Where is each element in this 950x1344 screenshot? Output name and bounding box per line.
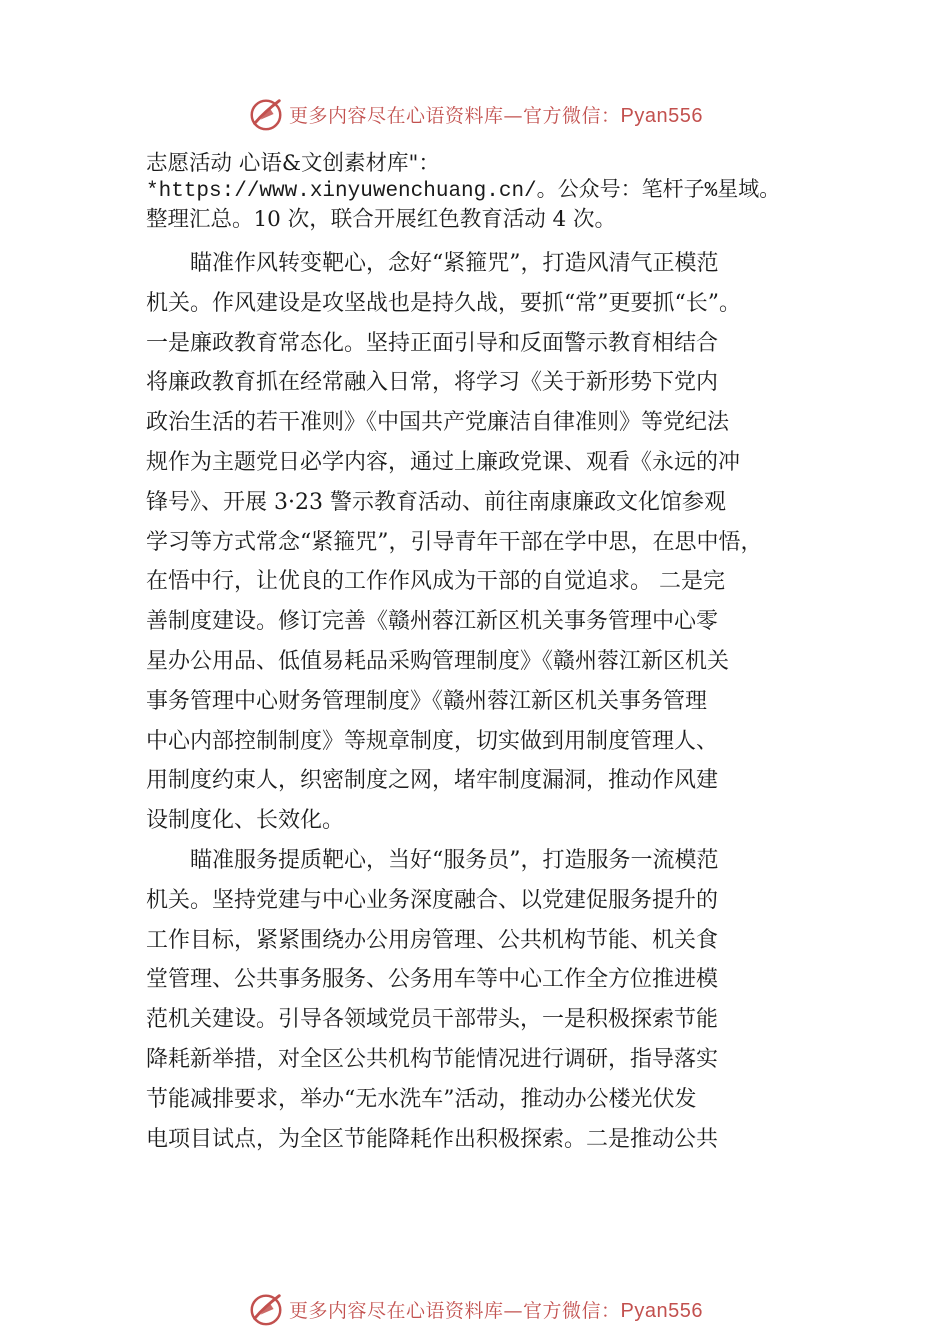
header-line: 整理汇总。10 次，联合开展红色教育活动 4 次。 [146, 207, 617, 232]
text-line: 学习等方式常念“紧箍咒”，引导青年干部在学中思，在思中悟， [146, 529, 763, 555]
text-line: 将廉政教育抓在经常融入日常，将学习《关于新形势下党内 [146, 370, 719, 396]
text-line: 机关。作风建设是攻坚战也是持久战，要抓“常”更要抓“长”。 [146, 290, 741, 316]
text-line: 锋号》、开展 3·23 警示教育活动、前往南康廉政文化馆参观 [146, 489, 726, 515]
document-body [146, 150, 836, 1159]
text-line: 事务管理中心财务管理制度》《赣州蓉江新区机关事务管理 [146, 688, 708, 714]
text-line: 在悟中行，让优良的工作作风成为干部的自觉追求。 二是完 [146, 569, 725, 595]
text-line: 降耗新举措，对全区公共机构节能情况进行调研，指导落实 [146, 1046, 719, 1072]
text-line: 一是廉政教育常态化。坚持正面引导和反面警示教育相结合 [146, 330, 719, 356]
watermark-banner-bottom [0, 1289, 950, 1329]
watermark-text: 更多内容尽在心语资料库—官方微信：Pyan556 [289, 1299, 703, 1322]
header-line: 志愿活动 心语&文创素材库"： [146, 151, 440, 176]
xinyu-seal-icon [247, 1290, 285, 1328]
text-line: 瞄准作风转变靶心，念好“紧箍咒”，打造风清气正模范 [190, 251, 719, 276]
header-line: *https://www.xinyuwenchuang.cn/。公众号：笔杆子%星域。 [146, 180, 781, 203]
text-line: 瞄准服务提质靶心，当好“服务员”，打造服务一流模范 [190, 847, 719, 873]
text-line: 规作为主题党日必学内容，通过上廉政党课、观看《永远的冲 [146, 449, 741, 475]
watermark-banner-top [0, 94, 950, 134]
text-line: 善制度建设。修订完善《赣州蓉江新区机关事务管理中心零 [146, 609, 719, 635]
text-line: 范机关建设。引导各领域党员干部带头，一是积极探索节能 [146, 1007, 719, 1033]
text-line: 工作目标，紧紧围绕办公用房管理、公共机构节能、机关食 [146, 927, 719, 953]
paragraph-service-quality [146, 841, 836, 1159]
text-line: 星办公用品、低值易耗品采购管理制度》《赣州蓉江新区机关 [146, 648, 730, 674]
text-line: 堂管理、公共事务服务、公务用车等中心工作全方位推进模 [146, 967, 719, 993]
xinyu-seal-icon [247, 95, 285, 133]
text-line: 机关。坚持党建与中心业务深度融合、以党建促服务提升的 [146, 887, 719, 913]
paragraph-style-transformation [146, 244, 836, 841]
watermark-text: 更多内容尽在心语资料库—官方微信：Pyan556 [289, 104, 703, 127]
text-line: 电项目试点，为全区节能降耗作出积极探索。二是推动公共 [146, 1126, 719, 1152]
text-line: 节能减排要求，举办“无水洗车”活动，推动办公楼光伏发 [146, 1086, 697, 1112]
text-line: 设制度化、长效化。 [146, 808, 345, 834]
text-line: 中心内部控制制度》等规章制度，切实做到用制度管理人、 [146, 728, 719, 754]
text-line: 用制度约束人，织密制度之网，堵牢制度漏洞，推动作风建 [146, 768, 719, 794]
text-line: 政治生活的若干准则》《中国共产党廉洁自律准则》等党纪法 [146, 410, 730, 436]
